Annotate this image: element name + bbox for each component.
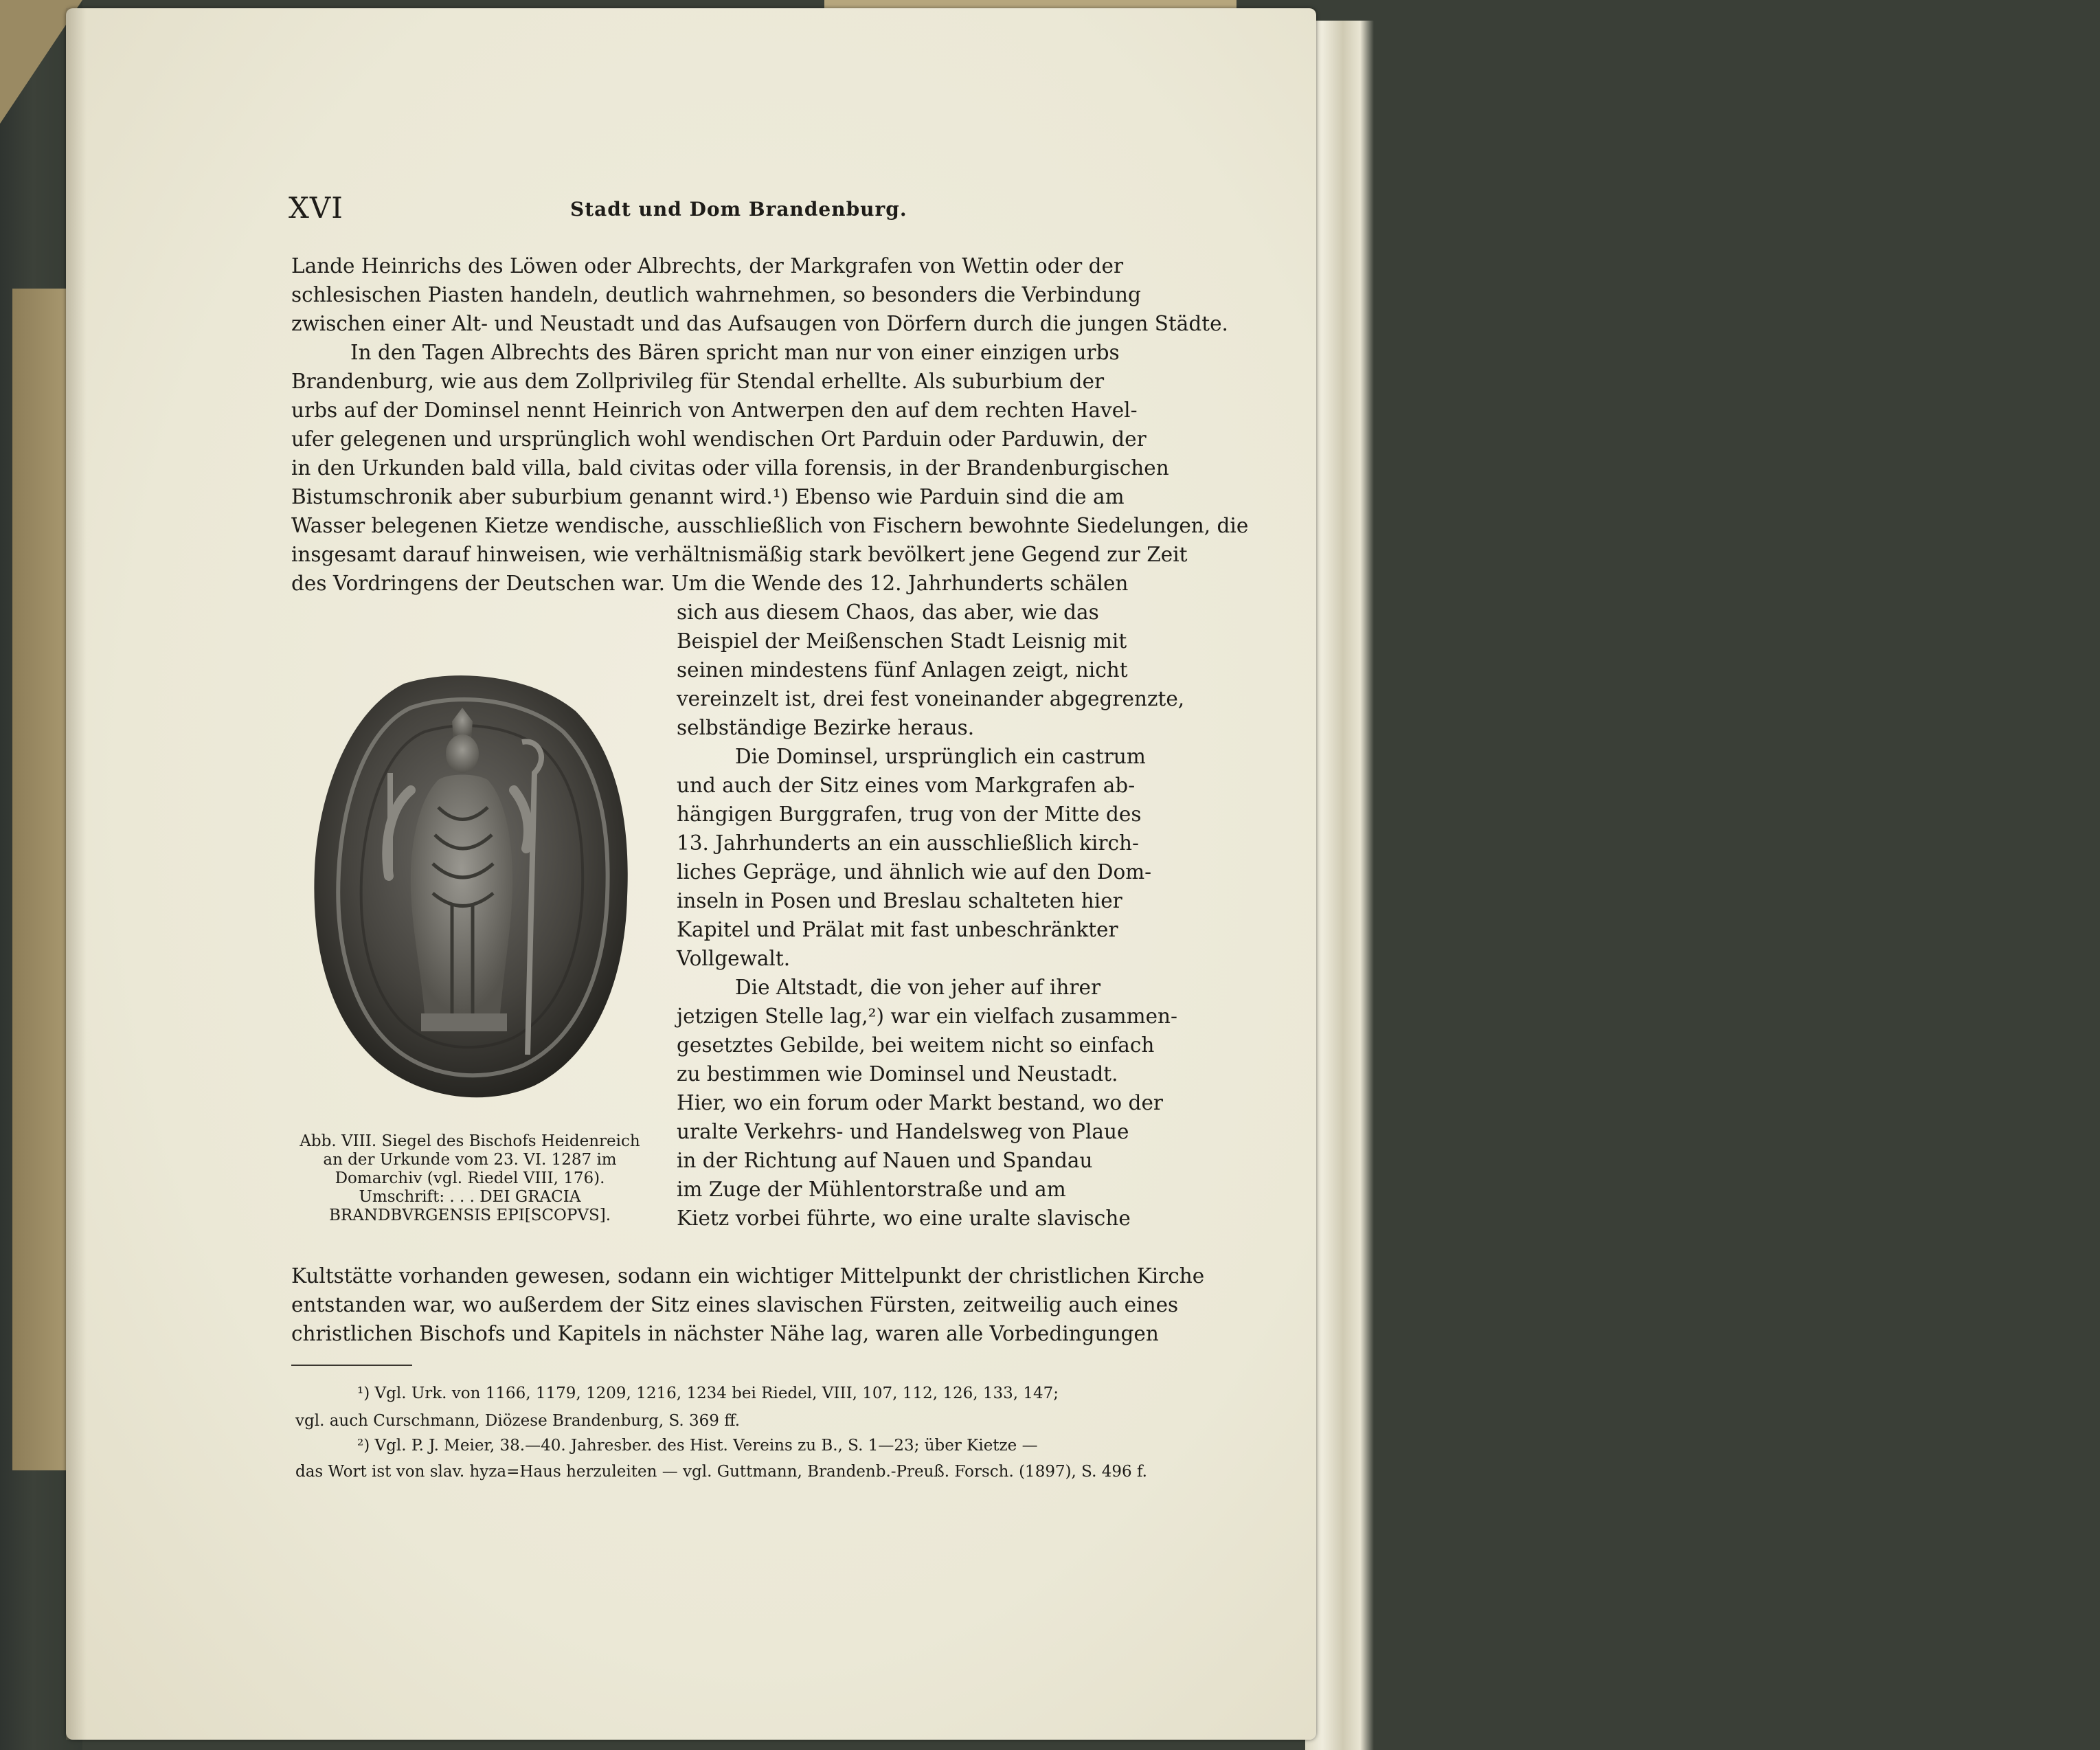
right-column-line: im Zuge der Mühlentorstraße und am (677, 1178, 1066, 1201)
caption-line: Umschrift: . . . DEI GRACIA (359, 1188, 581, 1206)
body-line: Kultstätte vorhanden gewesen, sodann ein wichtiger Mittelpunkt der christlichen Kirche (291, 1264, 1205, 1288)
body-line: urbs auf der Dominsel nennt Heinrich von Antwerpen den auf dem rechten Havel- (291, 399, 1138, 422)
right-column-line: zu bestimmen wie Dominsel und Neustadt. (677, 1062, 1118, 1086)
body-line: in den Urkunden bald villa, bald civitas oder villa forensis, in der Brandenburgischen (291, 456, 1169, 480)
body-line: Brandenburg, wie aus dem Zollprivileg für Stendal erhellte. Als suburbium der (291, 370, 1105, 393)
right-column-line: Die Altstadt, die von jeher auf ihrer (735, 976, 1101, 999)
right-column-line: in der Richtung auf Nauen und Spandau (677, 1149, 1093, 1172)
caption-line: Abb. VIII. Siegel des Bischofs Heidenreich (300, 1132, 640, 1150)
body-line: In den Tagen Albrechts des Bären spricht man nur von einer einzigen urbs (350, 341, 1120, 364)
footnote-rule (291, 1365, 412, 1366)
cover-corner-left (12, 289, 67, 1470)
body-line: insgesamt darauf hinweisen, wie verhältnismäßig stark bevölkert jene Gegend zur Zeit (291, 543, 1188, 566)
body-line: ufer gelegenen und ursprünglich wohl wendischen Ort Parduin oder Parduwin, der (291, 427, 1147, 451)
body-line: christlichen Bischofs und Kapitels in nächster Nähe lag, waren alle Vorbedingungen (291, 1322, 1159, 1345)
body-line: zwischen einer Alt- und Neustadt und das Aufsaugen von Dörfern durch die jungen Städte. (291, 312, 1228, 335)
body-line: Lande Heinrichs des Löwen oder Albrechts, der Markgrafen von Wettin oder der (291, 254, 1124, 278)
right-column-line: Vollgewalt. (677, 947, 791, 970)
body-line: entstanden war, wo außerdem der Sitz eines slavischen Fürsten, zeitweilig auch eines (291, 1293, 1179, 1316)
right-column-line: Kietz vorbei führte, wo eine uralte slavische (677, 1207, 1131, 1230)
running-title: Stadt und Dom Brandenburg. (570, 198, 907, 221)
right-column-line: uralte Verkehrs- und Handelsweg von Plaue (677, 1120, 1129, 1143)
caption-line: BRANDBVRGENSIS EPI[SCOPVS]. (328, 1207, 611, 1224)
right-column-line: liches Gepräge, und ähnlich wie auf den Dom- (677, 860, 1152, 884)
right-column-line: hängigen Burggrafen, trug von der Mitte des (677, 803, 1142, 826)
right-column-line: Hier, wo ein forum oder Markt bestand, wo der (677, 1091, 1163, 1114)
right-column-line: Kapitel und Prälat mit fast unbeschränkter (677, 918, 1118, 941)
figure-caption (291, 1132, 648, 1225)
body-line: des Vordringens der Deutschen war. Um die Wende des 12. Jahrhunderts schälen (291, 572, 1129, 595)
bishop-seal-image (308, 670, 632, 1100)
right-column-line: gesetztes Gebilde, bei weitem nicht so einfach (677, 1033, 1155, 1057)
page-gutter-shadow (66, 8, 87, 1740)
right-column-line: vereinzelt ist, drei fest voneinander abgegrenzte, (677, 687, 1185, 710)
body-line: Bistumschronik aber suburbium genannt wird.¹) Ebenso wie Parduin sind die am (291, 485, 1125, 508)
right-column-line: sich aus diesem Chaos, das aber, wie das (677, 601, 1099, 624)
footnote-1-cont: vgl. auch Curschmann, Diözese Brandenburg, S. 369 ff. (295, 1412, 741, 1430)
footnote-1: ¹) Vgl. Urk. von 1166, 1179, 1209, 1216, 1234 bei Riedel, VIII, 107, 112, 126, 133, 147; (357, 1384, 1059, 1402)
right-column-line: inseln in Posen und Breslau schalteten hier (677, 889, 1122, 912)
right-column-line: und auch der Sitz eines vom Markgrafen ab- (677, 774, 1136, 797)
right-column-line: selbständige Bezirke heraus. (677, 716, 975, 739)
caption-line: an der Urkunde vom 23. VI. 1287 im (323, 1151, 617, 1169)
page-number: XVI (289, 191, 343, 225)
right-column-line: Die Dominsel, ursprünglich ein castrum (735, 745, 1146, 768)
right-column-line: seinen mindestens fünf Anlagen zeigt, nicht (677, 658, 1128, 682)
body-line: Wasser belegenen Kietze wendische, ausschließlich von Fischern bewohnte Siedelungen, die (291, 514, 1249, 537)
right-column-line: Beispiel der Meißenschen Stadt Leisnig mit (677, 629, 1127, 653)
right-column-line: jetzigen Stelle lag,²) war ein vielfach zusammen- (677, 1005, 1178, 1028)
right-column-line: 13. Jahrhunderts an ein ausschließlich kirch- (677, 831, 1139, 855)
footnote-2: ²) Vgl. P. J. Meier, 38.—40. Jahresber. des Hist. Vereins zu B., S. 1—23; über Kietze — (357, 1437, 1038, 1455)
body-line: schlesischen Piasten handeln, deutlich wahrnehmen, so besonders die Verbindung (291, 283, 1141, 306)
footnote-2-cont: das Wort ist von slav. hyza=Haus herzuleiten — vgl. Guttmann, Brandenb.-Preuß. Forsch. (1897), S. 496 f. (295, 1463, 1147, 1481)
caption-line: Domarchiv (vgl. Riedel VIII, 176). (335, 1169, 605, 1187)
